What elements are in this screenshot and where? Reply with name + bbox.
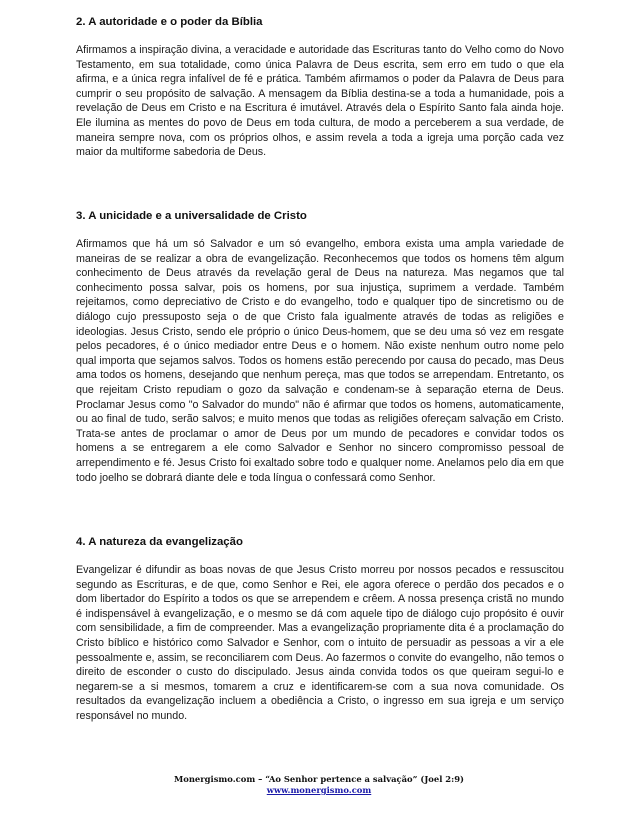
footer-link[interactable]: www.monergismo.com	[266, 785, 372, 795]
section-heading: 3. A unicidade e a universalidade de Cristo	[76, 210, 307, 222]
footer-text: Monergismo.com – “Ao Senhor pertence a salvação” (Joel 2:9)	[173, 774, 465, 784]
section-heading: 4. A natureza da evangelização	[76, 536, 243, 548]
section-paragraph: Afirmamos que há um só Salvador e um só evangelho, embora exista uma ampla variedade de maneiras de se realizar a obra de evangelização. Reconhecemos que todos os homens têm algum conhecimento de Deus através da revelação geral de Deus na natureza. Mas negamos que tal conhecimento possa salvar, pois os homens, por sua injustiça, suprimem a verdade. Também rejeitamos, como depreciativo de Cristo e do evangelho, todo e qualquer tipo de sincretismo ou de diálogo cujo pressuposto seja o de que Cristo fala igualmente através de todas as religiões e ideologias. Jesus Cristo, sendo ele próprio o único Deus-homem, que se deu uma só vez em resgate pelos pecadores, é o único mediador entre Deus e o homem. Não existe nenhum outro nome pelo qual importa que sejamos salvos. Todos os homens estão perecendo por causa do pecado, mas Deus ama todos os homens, desejando que nenhum pereça, mas que todos se arrependam. Entretanto, os que rejeitam Cristo repudiam o gozo da salvação e condenam-se à separação eterna de Deus. Proclamar Jesus como "o Salvador do mundo" não é afirmar que todos os homens, automaticamente, ou ao final de tudo, serão salvos; e muito menos que todas as religiões ofereçam salvação em Cristo. Trata-se antes de proclamar o amor de Deus por um mundo de pecadores e convidar todos os homens a se entregarem a ele como Salvador e Senhor no sincero compromisso pessoal de arrependimento e fé. Jesus Cristo foi exaltado sobre todo e qualquer nome. Anelamos pelo dia em que todo joelho se dobrará diante dele e toda língua o confessará como Senhor.	[76, 238, 564, 484]
section-nature-of-evangelism	[76, 535, 564, 724]
section-paragraph: Evangelizar é difundir as boas novas de que Jesus Cristo morreu por nossos pecados e ressuscitou segundo as Escrituras, e de que, como Senhor e Rei, ele agora oferece o perdão dos pecados e o dom libertador do Espírito a todos os que se arrependem e crêem. A nossa presença cristã no mundo é indispensável à evangelização, e o mesmo se dá com aquele tipo de diálogo cujo propósito é ouvir com sensibilidade, a fim de compreender. Mas a evangelização propriamente dita é a proclamação do Cristo bíblico e histórico como Salvador e Senhor, com o intuito de persuadir as pessoas a vir a ele pessoalmente e, assim, se reconciliarem com Deus. Ao fazermos o convite do evangelho, não temos o direito de esconder o custo do discipulado. Jesus ainda convida todos os que queiram segui-lo e negarem-se a si mesmos, tomarem a cruz e identificarem-se com a sua nova comunidade. Os resultados da evangelização incluem a obediência a Cristo, o ingresso em sua igreja e um serviço responsável no mundo.	[76, 564, 564, 722]
section-uniqueness-of-christ	[76, 209, 564, 485]
section-paragraph: Afirmamos a inspiração divina, a veracidade e autoridade das Escrituras tanto do Velho como do Novo Testamento, em sua totalidade, como única Palavra de Deus escrita, sem erro em tudo o que ela afirma, e a única regra infalível de fé e prática. Também afirmamos o poder da Palavra de Deus para cumprir o seu propósito de salvação. A mensagem da Bíblia destina-se a toda a humanidade, pois a revelação de Deus em Cristo e na Escritura é imutável. Através dela o Espírito Santo fala ainda hoje. Ele ilumina as mentes do povo de Deus em toda cultura, de modo a perceberem a sua verdade, de maneira sempre nova, com os próprios olhos, e assim revela a toda a igreja uma porção cada vez maior da multiforme sabedoria de Deus.	[76, 44, 564, 159]
page-footer	[0, 774, 638, 796]
section-heading: 2. A autoridade e o poder da Bíblia	[76, 16, 263, 28]
section-biblical-authority	[76, 15, 564, 160]
